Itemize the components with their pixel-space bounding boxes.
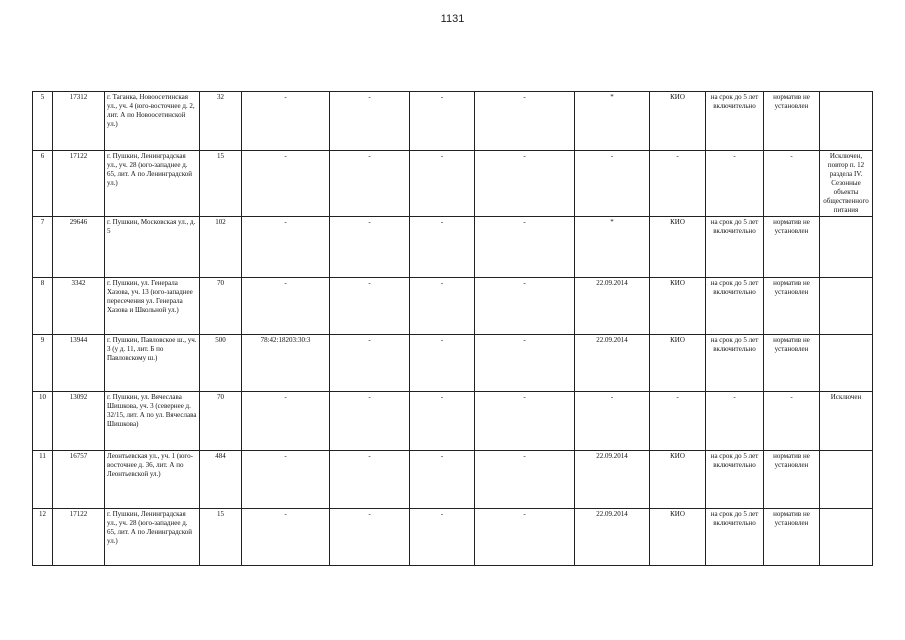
table-cell: - — [410, 217, 475, 278]
note-cell — [820, 451, 873, 509]
object-code: 16757 — [53, 451, 105, 509]
object-code: 13092 — [53, 392, 105, 451]
object-code: 3342 — [53, 278, 105, 335]
table-row — [33, 278, 873, 335]
note-cell: Исключен — [820, 392, 873, 451]
table-cell: - — [330, 451, 410, 509]
address-cell: г. Пушкин, Павловское ш., уч. 3 (у д. 11, лит. Б по Павловскому ш.) — [105, 335, 200, 392]
address-cell: г. Пушкин, Ленинградская ул., уч. 28 (юго-западнее д. 65, лит. А по Ленинградской ул.) — [105, 151, 200, 217]
address-cell: г. Таганка, Новоосетинская ул., уч. 4 (юго-восточнее д. 2, лит. А по Новоосетинской ул.) — [105, 92, 200, 151]
table-cell: - — [475, 151, 575, 217]
table-row — [33, 451, 873, 509]
norm-cell: норматив не установлен — [764, 278, 820, 335]
date-cell: * — [575, 217, 650, 278]
table-cell: - — [410, 509, 475, 566]
table-cell: - — [410, 92, 475, 151]
cadastre-cell: - — [242, 392, 330, 451]
norm-cell: норматив не установлен — [764, 217, 820, 278]
term-cell: - — [706, 151, 764, 217]
term-cell: на срок до 5 лет включительно — [706, 217, 764, 278]
object-code: 17312 — [53, 92, 105, 151]
cadastre-cell: 78:42:18203:30:3 — [242, 335, 330, 392]
date-cell: 22.09.2014 — [575, 335, 650, 392]
cadastre-cell: - — [242, 509, 330, 566]
table-cell: - — [475, 451, 575, 509]
table-cell: - — [475, 217, 575, 278]
term-cell: на срок до 5 лет включительно — [706, 451, 764, 509]
table-row — [33, 509, 873, 566]
area-cell: 500 — [200, 335, 242, 392]
area-cell: 15 — [200, 151, 242, 217]
page-number: 1131 — [440, 13, 465, 25]
term-cell: на срок до 5 лет включительно — [706, 335, 764, 392]
note-cell — [820, 92, 873, 151]
note-cell — [820, 509, 873, 566]
cadastre-cell: - — [242, 451, 330, 509]
table-row — [33, 151, 873, 217]
table-cell: - — [330, 217, 410, 278]
row-number: 5 — [33, 92, 53, 151]
table-cell: - — [475, 509, 575, 566]
address-cell: г. Пушкин, Московская ул., д. 5 — [105, 217, 200, 278]
area-cell: 70 — [200, 392, 242, 451]
date-cell: - — [575, 392, 650, 451]
table-cell: - — [330, 151, 410, 217]
org-cell: КИО — [650, 509, 706, 566]
cadastre-cell: - — [242, 278, 330, 335]
org-cell: - — [650, 151, 706, 217]
object-code: 29646 — [53, 217, 105, 278]
area-cell: 32 — [200, 92, 242, 151]
norm-cell: - — [764, 151, 820, 217]
row-number: 6 — [33, 151, 53, 217]
table-row — [33, 392, 873, 451]
table-cell: - — [475, 92, 575, 151]
table-row — [33, 92, 873, 151]
note-cell — [820, 335, 873, 392]
note-cell — [820, 278, 873, 335]
table-cell: - — [475, 392, 575, 451]
date-cell: 22.09.2014 — [575, 451, 650, 509]
date-cell: * — [575, 92, 650, 151]
area-cell: 70 — [200, 278, 242, 335]
table-row — [33, 217, 873, 278]
table-cell: - — [330, 92, 410, 151]
row-number: 12 — [33, 509, 53, 566]
table-cell: - — [475, 335, 575, 392]
note-cell — [820, 217, 873, 278]
norm-cell: норматив не установлен — [764, 509, 820, 566]
org-cell: КИО — [650, 335, 706, 392]
term-cell: на срок до 5 лет включительно — [706, 509, 764, 566]
term-cell: - — [706, 392, 764, 451]
row-number: 11 — [33, 451, 53, 509]
norm-cell: - — [764, 392, 820, 451]
address-cell: г. Пушкин, Ленинградская ул., уч. 28 (юго-западнее д. 65, лит. А по Ленинградской ул.) — [105, 509, 200, 566]
row-number: 9 — [33, 335, 53, 392]
area-cell: 102 — [200, 217, 242, 278]
org-cell: КИО — [650, 451, 706, 509]
cadastre-cell: - — [242, 217, 330, 278]
row-number: 10 — [33, 392, 53, 451]
term-cell: на срок до 5 лет включительно — [706, 92, 764, 151]
table-cell: - — [410, 278, 475, 335]
org-cell: КИО — [650, 278, 706, 335]
org-cell: КИО — [650, 217, 706, 278]
table-cell: - — [330, 278, 410, 335]
address-cell: г. Пушкин, ул. Вячеслава Шишкова, уч. 3 (севернее д. 32/15, лит. А по ул. Вячеслава Шишкова) — [105, 392, 200, 451]
note-cell: Исключен, повтор п. 12 раздела IV. Сезонные объекты общественного питания — [820, 151, 873, 217]
cadastre-cell: - — [242, 92, 330, 151]
term-cell: на срок до 5 лет включительно — [706, 278, 764, 335]
table-cell: - — [475, 278, 575, 335]
norm-cell: норматив не установлен — [764, 335, 820, 392]
object-code: 13944 — [53, 335, 105, 392]
address-cell: г. Пушкин, ул. Генерала Хазова, уч. 13 (юго-западнее пересечения ул. Генерала Хазова и Школьной ул.) — [105, 278, 200, 335]
area-cell: 484 — [200, 451, 242, 509]
norm-cell: норматив не установлен — [764, 92, 820, 151]
table-cell: - — [410, 392, 475, 451]
object-code: 17122 — [53, 509, 105, 566]
table-cell: - — [330, 509, 410, 566]
table-cell: - — [330, 335, 410, 392]
table-row — [33, 335, 873, 392]
date-cell: 22.09.2014 — [575, 509, 650, 566]
area-cell: 15 — [200, 509, 242, 566]
org-cell: - — [650, 392, 706, 451]
table-cell: - — [330, 392, 410, 451]
date-cell: 22.09.2014 — [575, 278, 650, 335]
norm-cell: норматив не установлен — [764, 451, 820, 509]
org-cell: КИО — [650, 92, 706, 151]
object-code: 17122 — [53, 151, 105, 217]
row-number: 7 — [33, 217, 53, 278]
address-cell: Леонтьевская ул., уч. 1 (юго-восточнее д. 36, лит. А по Леонтьевской ул.) — [105, 451, 200, 509]
cadastre-cell: - — [242, 151, 330, 217]
data-table — [32, 91, 873, 566]
table-cell: - — [410, 335, 475, 392]
table-cell: - — [410, 151, 475, 217]
row-number: 8 — [33, 278, 53, 335]
table-cell: - — [410, 451, 475, 509]
date-cell: - — [575, 151, 650, 217]
